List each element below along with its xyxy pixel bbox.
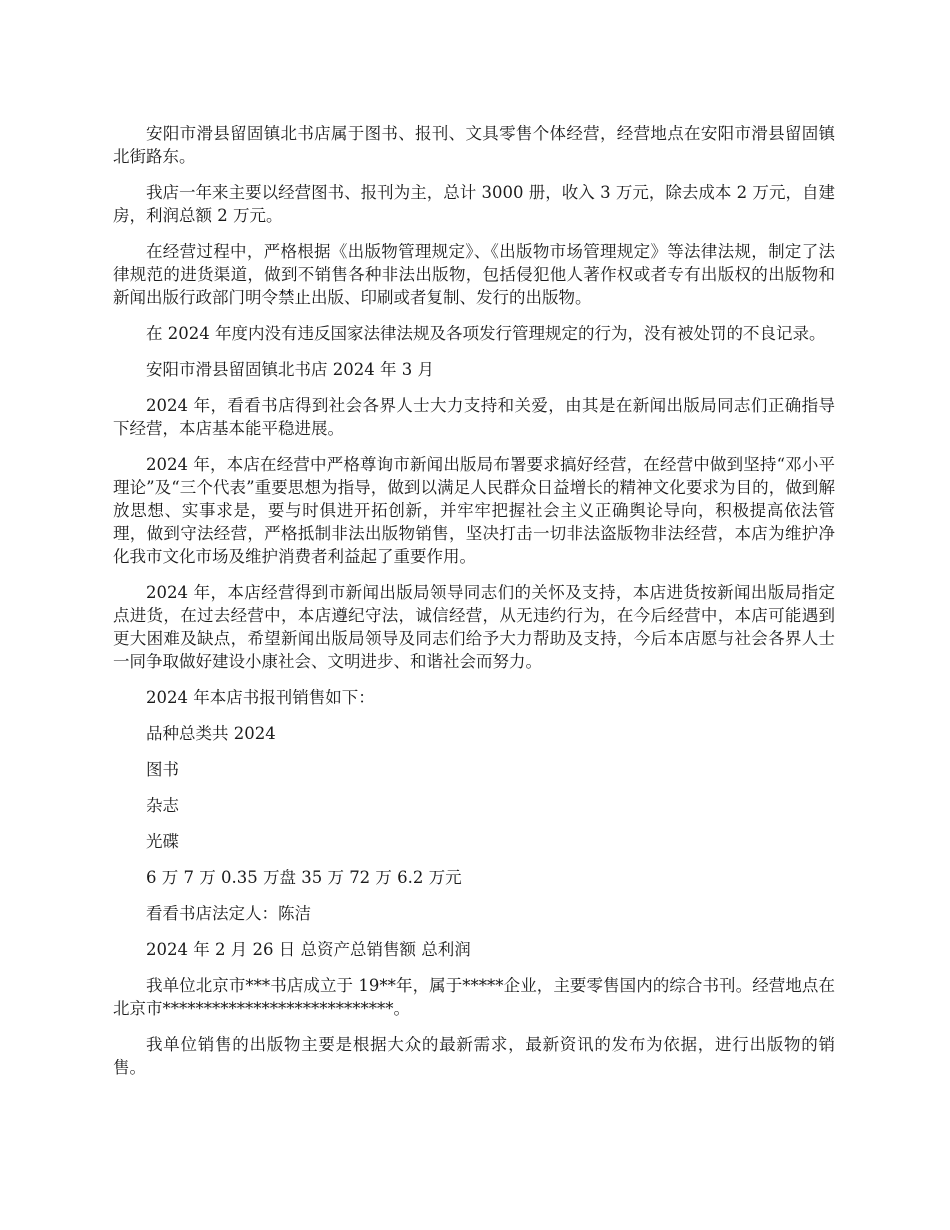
sales-line: 光碟 [146,832,179,851]
paragraph: 我单位北京市***书店成立于 19**年，属于*****企业，主要零售国内的综合书刊。经营地点在北京市****************************。 [113,976,835,1018]
paragraph: 2024 年，看看书店得到社会各界人士大力支持和关爱，由其是在新闻出版局同志们正确指导下经营，本店基本能平稳进展。 [113,396,835,438]
sales-line: 2024 年 2 月 26 日 总资产总销售额 总利润 [146,940,471,959]
sales-heading: 2024 年本店书报刊销售如下： [146,688,375,707]
paragraph: 2024 年，本店在经营中严格尊询市新闻出版局布署要求搞好经营，在经营中做到坚持“邓小平理论”及“三个代表”重要思想为指导，做到以满足人民群众日益增长的精神文化要求为目的，做到解放思想、实事求是，要与时俱进开拓创新，并牢牢把握社会主义正确舆论导向，积极提高依法管理，做到守法经营，严格抵制非法出版物销售，坚决打击一切非法盗版物非法经营，本店为维护净化我市文化市场及维护消费者利益起了重要作用。 [113,455,835,566]
paragraph: 在经营过程中，严格根据《出版物管理规定》、《出版物市场管理规定》等法律法规，制定了法律规范的进货渠道，做到不销售各种非法出版物，包括侵犯他人著作权或者专有出版权的出版物和新闻出版行政部门明令禁止出版、印刷或者复制、发行的出版物。 [113,242,835,307]
paragraph: 我店一年来主要以经营图书、报刊为主，总计 3000 册，收入 3 万元，除去成本 2 万元，自建房，利润总额 2 万元。 [113,183,835,225]
sales-line: 杂志 [146,796,179,815]
paragraph: 在 2024 年度内没有违反国家法律法规及各项发行管理规定的行为，没有被处罚的不良记录。 [146,324,826,343]
document-body [113,122,835,1092]
sales-line: 图书 [146,760,179,779]
paragraph: 2024 年，本店经营得到市新闻出版局领导同志们的关怀及支持，本店进货按新闻出版局指定点进货，在过去经营中，本店遵纪守法，诚信经营，从无违约行为，在今后经营中，本店可能遇到更大困难及缺点，希望新闻出版局领导及同志们给予大力帮助及支持，今后本店愿与社会各界人士一同争取做好建设小康社会、文明进步、和谐社会而努力。 [113,583,835,671]
sales-line: 6 万 7 万 0.35 万盘 35 万 72 万 6.2 万元 [146,868,462,887]
paragraph: 我单位销售的出版物主要是根据大众的最新需求，最新资讯的发布为依据，进行出版物的销售。 [113,1035,835,1077]
signature-line: 安阳市滑县留固镇北书店 2024 年 3 月 [146,360,434,379]
legal-representative: 看看书店法定人：陈洁 [146,904,311,923]
sales-line: 品种总类共 2024 [146,724,276,743]
paragraph: 安阳市滑县留固镇北书店属于图书、报刊、文具零售个体经营，经营地点在安阳市滑县留固镇北街路东。 [113,124,835,166]
